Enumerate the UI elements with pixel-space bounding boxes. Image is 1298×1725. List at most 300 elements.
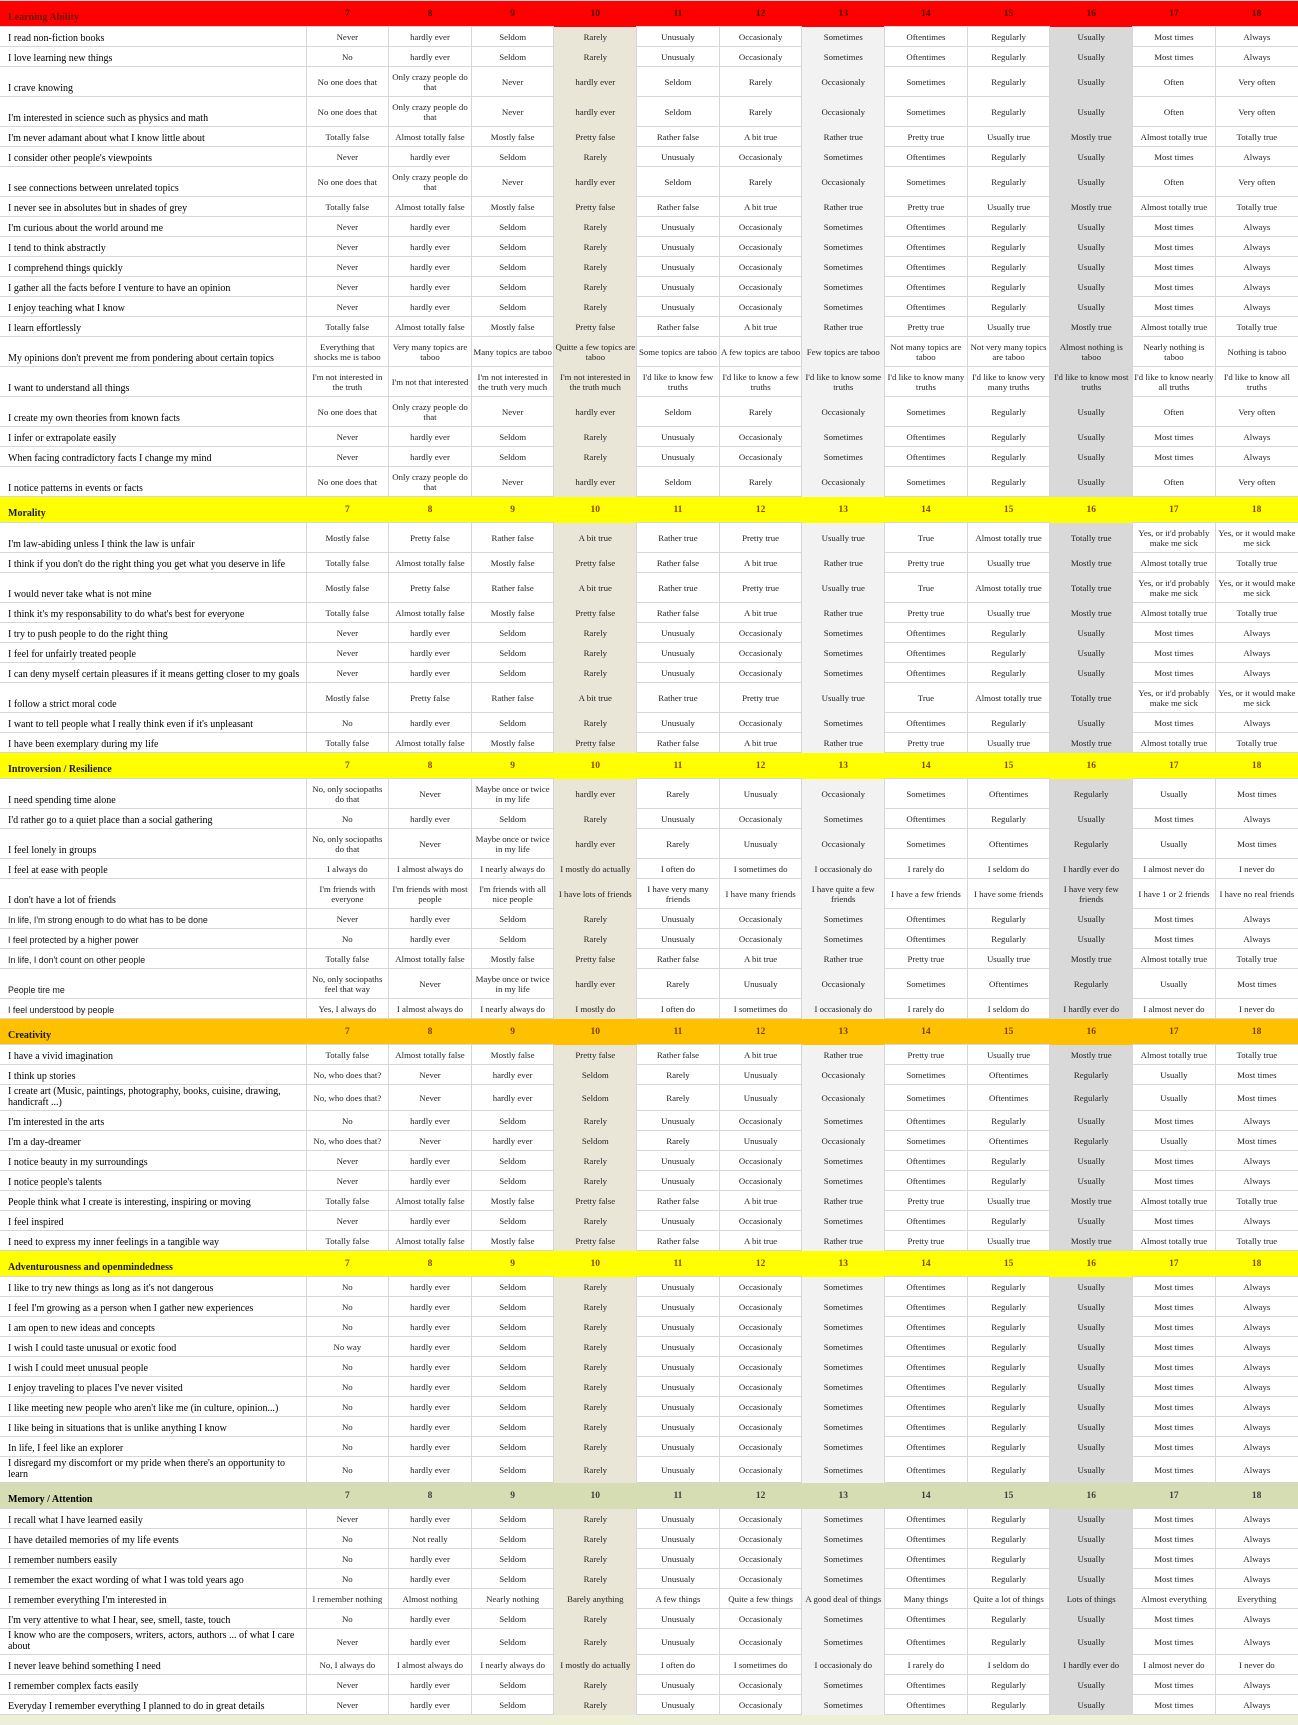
value-cell: Occasionaly — [719, 1297, 802, 1317]
value-cell: I seldom do — [967, 1655, 1050, 1675]
value-cell: Totally false — [306, 317, 389, 337]
value-cell: Rarely — [554, 297, 637, 317]
column-number: 10 — [554, 1019, 637, 1045]
value-cell: Always — [1215, 663, 1298, 683]
statement-row — [0, 929, 1298, 949]
value-cell: No — [306, 1457, 389, 1483]
value-cell: A good deal of things — [802, 1589, 885, 1609]
value-cell: Most times — [1133, 237, 1216, 257]
value-cell: Regularly — [967, 1111, 1050, 1131]
column-number: 17 — [1133, 1251, 1216, 1277]
value-cell: Seldom — [471, 277, 554, 297]
value-cell: Almost totally true — [967, 683, 1050, 713]
value-cell: Unusualy — [637, 1609, 720, 1629]
value-cell: Rather false — [637, 1191, 720, 1211]
column-number: 7 — [306, 497, 389, 523]
column-number: 12 — [719, 1483, 802, 1509]
value-cell: Unusualy — [637, 147, 720, 167]
value-cell: Sometimes — [802, 1549, 885, 1569]
value-cell: Oftentimes — [885, 1609, 968, 1629]
statement-row — [0, 1675, 1298, 1695]
value-cell: No, only sociopaths do that — [306, 779, 389, 809]
value-cell: Sometimes — [802, 1609, 885, 1629]
value-cell: Mostly false — [471, 197, 554, 217]
value-cell: Mostly true — [1050, 553, 1133, 573]
value-cell: Only crazy people do that — [389, 67, 472, 97]
section-title: Morality — [0, 497, 306, 523]
value-cell: Maybe once or twice in my life — [471, 779, 554, 809]
value-cell: Few topics are taboo — [802, 337, 885, 367]
value-cell: No — [306, 809, 389, 829]
value-cell: Mostly true — [1050, 1191, 1133, 1211]
value-cell: Unusualy — [637, 1277, 720, 1297]
value-cell: Seldom — [471, 1317, 554, 1337]
statement-cell: I follow a strict moral code — [0, 683, 306, 713]
section-title: Memory / Attention — [0, 1483, 306, 1509]
value-cell: Occasionaly — [802, 397, 885, 427]
value-cell: Regularly — [967, 47, 1050, 67]
value-cell: Unusualy — [637, 643, 720, 663]
value-cell: Rather true — [802, 949, 885, 969]
value-cell: Usually — [1050, 1357, 1133, 1377]
value-cell: Seldom — [637, 167, 720, 197]
value-cell: Regularly — [967, 427, 1050, 447]
value-cell: Occasionaly — [719, 1151, 802, 1171]
value-cell: Almost totally true — [1133, 1191, 1216, 1211]
value-cell: Regularly — [967, 397, 1050, 427]
value-cell: Usually true — [967, 197, 1050, 217]
statement-cell: I recall what I have learned easily — [0, 1509, 306, 1529]
statement-cell: I tend to think abstractly — [0, 237, 306, 257]
value-cell: Oftentimes — [885, 217, 968, 237]
statement-row — [0, 1589, 1298, 1609]
statement-row — [0, 733, 1298, 753]
value-cell: hardly ever — [554, 97, 637, 127]
statement-cell: When facing contradictory facts I change my mind — [0, 447, 306, 467]
statement-cell: I'm never adamant about what I know little about — [0, 127, 306, 147]
column-number: 13 — [802, 497, 885, 523]
value-cell: Usually — [1050, 1437, 1133, 1457]
value-cell: Pretty true — [885, 1231, 968, 1251]
value-cell: Usually — [1133, 1085, 1216, 1111]
value-cell: hardly ever — [389, 147, 472, 167]
value-cell: Most times — [1215, 1131, 1298, 1151]
value-cell: Usually true — [967, 1045, 1050, 1065]
value-cell: Pretty true — [885, 197, 968, 217]
value-cell: Rather false — [637, 553, 720, 573]
value-cell: Seldom — [471, 1151, 554, 1171]
value-cell: Seldom — [471, 623, 554, 643]
value-cell: Seldom — [471, 1457, 554, 1483]
column-number: 13 — [802, 753, 885, 779]
statement-row — [0, 337, 1298, 367]
value-cell: Oftentimes — [885, 1549, 968, 1569]
value-cell: Mostly true — [1050, 197, 1133, 217]
statement-row — [0, 949, 1298, 969]
value-cell: I sometimes do — [719, 1655, 802, 1675]
value-cell: Sometimes — [802, 257, 885, 277]
value-cell: Occasionaly — [802, 67, 885, 97]
value-cell: Never — [471, 467, 554, 497]
value-cell: Regularly — [967, 1151, 1050, 1171]
value-cell: Always — [1215, 1317, 1298, 1337]
value-cell: hardly ever — [554, 829, 637, 859]
value-cell: Unusualy — [637, 663, 720, 683]
value-cell: Regularly — [967, 1377, 1050, 1397]
value-cell: I'd like to know many truths — [885, 367, 968, 397]
value-cell: Oftentimes — [885, 1317, 968, 1337]
value-cell: Totally true — [1215, 603, 1298, 623]
value-cell: Totally true — [1050, 523, 1133, 553]
value-cell: Rather false — [637, 1231, 720, 1251]
value-cell: Usually — [1133, 969, 1216, 999]
value-cell: Seldom — [471, 1397, 554, 1417]
value-cell: Regularly — [967, 467, 1050, 497]
value-cell: I have very many friends — [637, 879, 720, 909]
value-cell: Sometimes — [885, 97, 968, 127]
value-cell: Sometimes — [885, 397, 968, 427]
value-cell: Oftentimes — [885, 1457, 968, 1483]
value-cell: Usually — [1050, 1695, 1133, 1715]
value-cell: Sometimes — [802, 809, 885, 829]
value-cell: Totally false — [306, 1231, 389, 1251]
value-cell: Sometimes — [802, 217, 885, 237]
value-cell: Regularly — [967, 1417, 1050, 1437]
section-title: Introversion / Resilience — [0, 753, 306, 779]
statement-cell: I feel for unfairly treated people — [0, 643, 306, 663]
value-cell: Totally true — [1215, 1191, 1298, 1211]
value-cell: Often — [1133, 467, 1216, 497]
value-cell: Seldom — [471, 1111, 554, 1131]
column-number: 7 — [306, 1019, 389, 1045]
value-cell: Seldom — [471, 1549, 554, 1569]
statement-row — [0, 969, 1298, 999]
value-cell: Occasionaly — [802, 829, 885, 859]
value-cell: Regularly — [967, 1357, 1050, 1377]
column-number: 14 — [885, 753, 968, 779]
value-cell: Pretty false — [554, 197, 637, 217]
value-cell: I'd like to know few truths — [637, 367, 720, 397]
value-cell: Pretty true — [885, 603, 968, 623]
value-cell: Seldom — [471, 1211, 554, 1231]
value-cell: Almost totally false — [389, 553, 472, 573]
value-cell: Unusualy — [637, 1111, 720, 1131]
value-cell: Always — [1215, 929, 1298, 949]
section-title: Creativity — [0, 1019, 306, 1045]
value-cell: Regularly — [967, 643, 1050, 663]
statement-row — [0, 297, 1298, 317]
value-cell: Many things — [885, 1589, 968, 1609]
value-cell: Most times — [1133, 1457, 1216, 1483]
value-cell: I nearly always do — [471, 859, 554, 879]
value-cell: Rarely — [554, 1609, 637, 1629]
value-cell: Oftentimes — [967, 1085, 1050, 1111]
column-number: 12 — [719, 1251, 802, 1277]
value-cell: Never — [306, 237, 389, 257]
value-cell: I almost never do — [1133, 1655, 1216, 1675]
value-cell: I have no real friends — [1215, 879, 1298, 909]
value-cell: Totally true — [1215, 197, 1298, 217]
value-cell: Never — [306, 1675, 389, 1695]
value-cell: Unusualy — [637, 1529, 720, 1549]
value-cell: Rather false — [471, 683, 554, 713]
value-cell: No one does that — [306, 467, 389, 497]
statement-row — [0, 1695, 1298, 1715]
value-cell: I occasionaly do — [802, 999, 885, 1019]
value-cell: hardly ever — [389, 1151, 472, 1171]
value-cell: Rarely — [554, 1437, 637, 1457]
value-cell: Pretty false — [554, 949, 637, 969]
value-cell: Unusualy — [637, 623, 720, 643]
value-cell: No — [306, 929, 389, 949]
statement-cell: In life, I feel like an explorer — [0, 1437, 306, 1457]
value-cell: Most times — [1133, 1337, 1216, 1357]
value-cell: True — [885, 523, 968, 553]
value-cell: Regularly — [1050, 1131, 1133, 1151]
value-cell: hardly ever — [389, 1417, 472, 1437]
value-cell: Unusualy — [637, 1357, 720, 1377]
value-cell: I'm friends with everyone — [306, 879, 389, 909]
value-cell: Most times — [1133, 47, 1216, 67]
value-cell: Rather false — [637, 949, 720, 969]
statement-cell: I read non-fiction books — [0, 27, 306, 47]
value-cell: Very often — [1215, 67, 1298, 97]
statement-row — [0, 1151, 1298, 1171]
value-cell: Seldom — [471, 217, 554, 237]
value-cell: Rarely — [554, 257, 637, 277]
value-cell: Occasionaly — [719, 1629, 802, 1655]
value-cell: Occasionaly — [719, 47, 802, 67]
value-cell: Oftentimes — [885, 1569, 968, 1589]
value-cell: Very often — [1215, 397, 1298, 427]
value-cell: Unusualy — [637, 1397, 720, 1417]
value-cell: Rarely — [554, 1529, 637, 1549]
value-cell: hardly ever — [389, 1695, 472, 1715]
value-cell: Regularly — [967, 1277, 1050, 1297]
value-cell: Unusualy — [637, 1377, 720, 1397]
value-cell: Never — [306, 257, 389, 277]
value-cell: Pretty true — [885, 1191, 968, 1211]
value-cell: Mostly false — [471, 949, 554, 969]
value-cell: Always — [1215, 27, 1298, 47]
value-cell: hardly ever — [389, 643, 472, 663]
statement-cell: I see connections between unrelated topics — [0, 167, 306, 197]
value-cell: Rarely — [554, 1397, 637, 1417]
value-cell: Oftentimes — [885, 27, 968, 47]
value-cell: hardly ever — [389, 257, 472, 277]
value-cell: I sometimes do — [719, 859, 802, 879]
value-cell: Sometimes — [802, 1151, 885, 1171]
value-cell: Sometimes — [802, 1111, 885, 1131]
value-cell: Always — [1215, 1377, 1298, 1397]
value-cell: Seldom — [471, 909, 554, 929]
value-cell: Rarely — [719, 67, 802, 97]
value-cell: Sometimes — [802, 1397, 885, 1417]
value-cell: Regularly — [967, 809, 1050, 829]
value-cell: No one does that — [306, 97, 389, 127]
value-cell: Unusualy — [637, 1317, 720, 1337]
column-number: 13 — [802, 1251, 885, 1277]
value-cell: Always — [1215, 1277, 1298, 1297]
statement-row — [0, 1231, 1298, 1251]
value-cell: Rather true — [637, 573, 720, 603]
value-cell: Unusualy — [637, 257, 720, 277]
value-cell: Sometimes — [802, 1509, 885, 1529]
value-cell: Usually — [1050, 237, 1133, 257]
value-cell: Always — [1215, 427, 1298, 447]
value-cell: hardly ever — [389, 447, 472, 467]
value-cell: Occasionaly — [719, 1609, 802, 1629]
statement-row — [0, 147, 1298, 167]
value-cell: hardly ever — [389, 1675, 472, 1695]
value-cell: Unusualy — [637, 1297, 720, 1317]
column-number: 8 — [389, 1019, 472, 1045]
value-cell: Rarely — [554, 809, 637, 829]
value-cell: I have 1 or 2 friends — [1133, 879, 1216, 909]
value-cell: Usually — [1050, 397, 1133, 427]
value-cell: Rarely — [637, 1065, 720, 1085]
value-cell: Most times — [1133, 277, 1216, 297]
value-cell: A bit true — [719, 603, 802, 623]
value-cell: Never — [471, 167, 554, 197]
statement-row — [0, 1529, 1298, 1549]
value-cell: I nearly always do — [471, 1655, 554, 1675]
value-cell: Sometimes — [802, 663, 885, 683]
column-number: 13 — [802, 1483, 885, 1509]
value-cell: Usually true — [967, 603, 1050, 623]
value-cell: Almost totally false — [389, 603, 472, 623]
value-cell: Occasionaly — [719, 147, 802, 167]
value-cell: Occasionaly — [719, 297, 802, 317]
value-cell: Regularly — [967, 447, 1050, 467]
value-cell: Rarely — [719, 467, 802, 497]
value-cell: Most times — [1133, 623, 1216, 643]
value-cell: Unusualy — [637, 809, 720, 829]
column-number: 14 — [885, 497, 968, 523]
value-cell: Always — [1215, 1529, 1298, 1549]
statement-row — [0, 1191, 1298, 1211]
value-cell: Always — [1215, 623, 1298, 643]
statement-cell: People think what I create is interesting, inspiring or moving — [0, 1191, 306, 1211]
value-cell: I sometimes do — [719, 999, 802, 1019]
statement-cell: I love learning new things — [0, 47, 306, 67]
value-cell: Mostly false — [306, 573, 389, 603]
value-cell: Most times — [1133, 713, 1216, 733]
value-cell: Regularly — [967, 1317, 1050, 1337]
value-cell: hardly ever — [389, 1111, 472, 1131]
value-cell: Regularly — [967, 1569, 1050, 1589]
value-cell: Almost totally false — [389, 1045, 472, 1065]
value-cell: hardly ever — [389, 1377, 472, 1397]
value-cell: Unusualy — [637, 47, 720, 67]
statement-row — [0, 1337, 1298, 1357]
value-cell: Never — [306, 1509, 389, 1529]
statement-cell: I need spending time alone — [0, 779, 306, 809]
column-number: 16 — [1050, 753, 1133, 779]
value-cell: hardly ever — [389, 297, 472, 317]
value-cell: Occasionaly — [719, 237, 802, 257]
value-cell: hardly ever — [554, 67, 637, 97]
statement-row — [0, 1111, 1298, 1131]
statement-row — [0, 523, 1298, 553]
value-cell: Most times — [1133, 297, 1216, 317]
value-cell: Oftentimes — [885, 1357, 968, 1377]
value-cell: Seldom — [471, 1377, 554, 1397]
value-cell: Most times — [1133, 1171, 1216, 1191]
statement-cell: I can deny myself certain pleasures if it means getting closer to my goals — [0, 663, 306, 683]
value-cell: Very often — [1215, 97, 1298, 127]
column-number: 11 — [637, 497, 720, 523]
value-cell: Unusualy — [637, 237, 720, 257]
statement-cell: I have detailed memories of my life events — [0, 1529, 306, 1549]
value-cell: Oftentimes — [885, 1151, 968, 1171]
column-number: 8 — [389, 1251, 472, 1277]
value-cell: A bit true — [719, 317, 802, 337]
value-cell: Oftentimes — [885, 1211, 968, 1231]
value-cell: Occasionaly — [719, 1417, 802, 1437]
value-cell: hardly ever — [389, 217, 472, 237]
value-cell: Totally false — [306, 197, 389, 217]
value-cell: Always — [1215, 809, 1298, 829]
value-cell: Rarely — [554, 1297, 637, 1317]
value-cell: Always — [1215, 1549, 1298, 1569]
value-cell: Rarely — [554, 1317, 637, 1337]
value-cell: No, I always do — [306, 1655, 389, 1675]
value-cell: Rather true — [637, 523, 720, 553]
value-cell: Most times — [1133, 1629, 1216, 1655]
value-cell: Unusualy — [637, 27, 720, 47]
value-cell: I always do — [306, 859, 389, 879]
value-cell: Pretty true — [885, 127, 968, 147]
value-cell: Rarely — [554, 1337, 637, 1357]
value-cell: Regularly — [967, 297, 1050, 317]
value-cell: hardly ever — [389, 713, 472, 733]
column-number: 11 — [637, 1483, 720, 1509]
value-cell: Never — [306, 1695, 389, 1715]
value-cell: Almost totally true — [1133, 317, 1216, 337]
value-cell: Yes, or it'd probably make me sick — [1133, 523, 1216, 553]
statement-cell: I infer or extrapolate easily — [0, 427, 306, 447]
value-cell: Usually — [1050, 1151, 1133, 1171]
statement-cell: People tire me — [0, 969, 306, 999]
value-cell: Rarely — [554, 1629, 637, 1655]
statement-cell: I feel understood by people — [0, 999, 306, 1019]
value-cell: I have quite a few friends — [802, 879, 885, 909]
statement-cell: I'm very attentive to what I hear, see, smell, taste, touch — [0, 1609, 306, 1629]
value-cell: Sometimes — [885, 1085, 968, 1111]
value-cell: Pretty false — [389, 523, 472, 553]
value-cell: Pretty false — [554, 127, 637, 147]
statement-row — [0, 663, 1298, 683]
value-cell: Mostly false — [471, 733, 554, 753]
value-cell: Most times — [1133, 1609, 1216, 1629]
value-cell: Rarely — [554, 1509, 637, 1529]
value-cell: Usually true — [967, 1231, 1050, 1251]
section-header-row — [0, 1251, 1298, 1277]
statement-row — [0, 127, 1298, 147]
column-number: 12 — [719, 1019, 802, 1045]
value-cell: I almost always do — [389, 999, 472, 1019]
value-cell: I'm friends with most people — [389, 879, 472, 909]
value-cell: Oftentimes — [885, 1629, 968, 1655]
value-cell: I mostly do — [554, 999, 637, 1019]
value-cell: Pretty true — [719, 683, 802, 713]
statement-row — [0, 237, 1298, 257]
value-cell: Never — [471, 97, 554, 127]
value-cell: Occasionaly — [719, 257, 802, 277]
statement-cell: In life, I don't count on other people — [0, 949, 306, 969]
statement-cell: I'm curious about the world around me — [0, 217, 306, 237]
